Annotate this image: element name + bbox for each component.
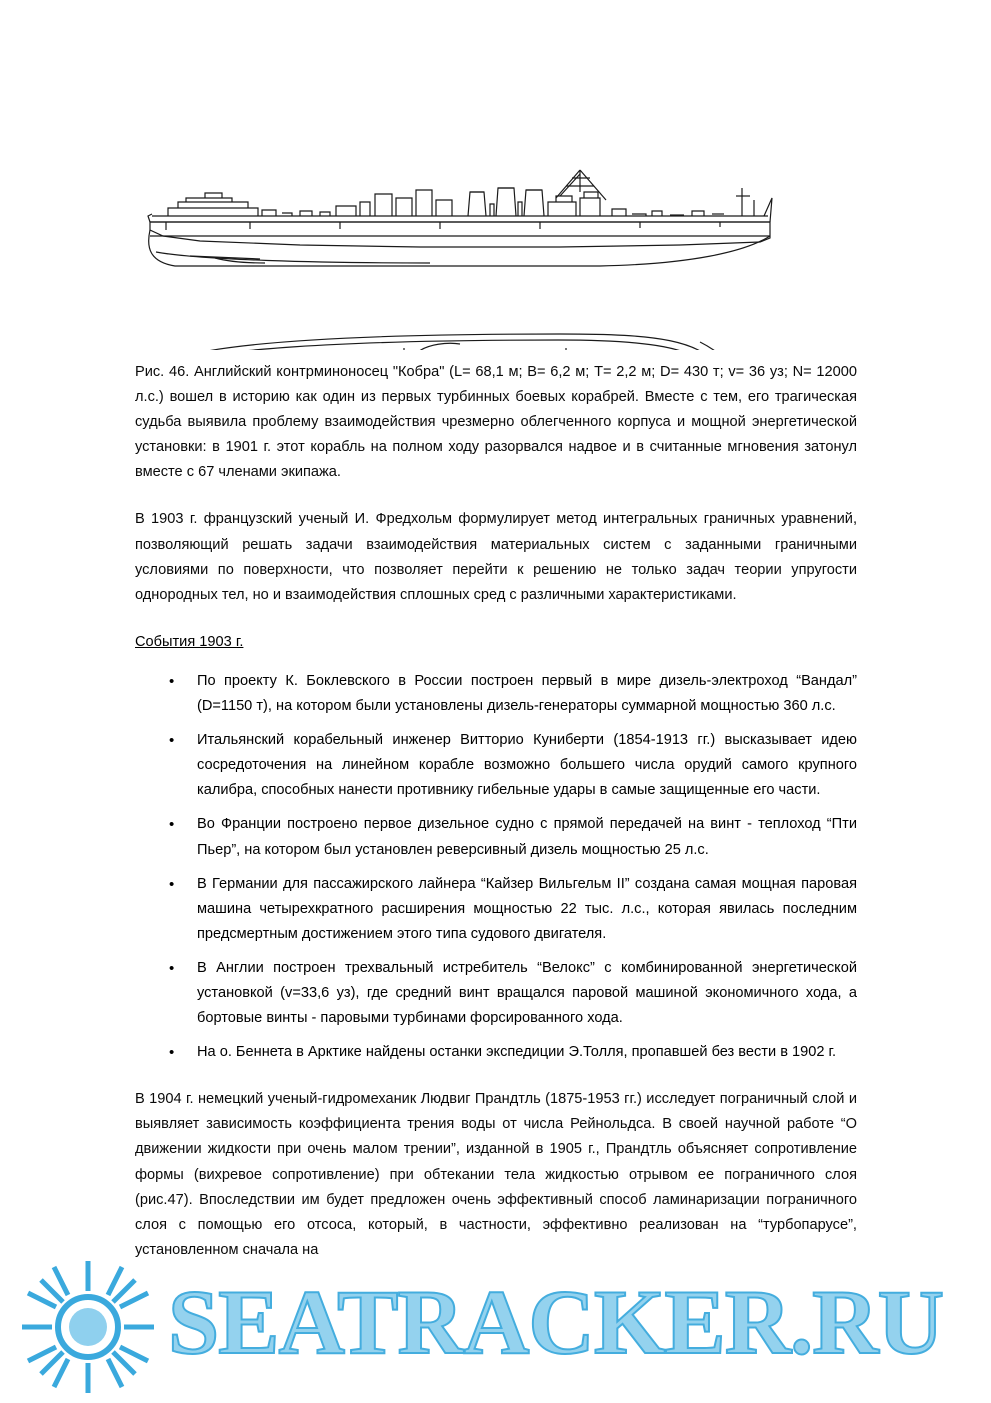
- watermark-text: SEATRACKER.RU: [168, 1271, 944, 1373]
- paragraph-1904: В 1904 г. немецкий ученый-гидромеханик Людвиг Прандтль (1875-1953 гг.) исследует пограничный слой и выявляет зависимость коэффициента трения воды от числа Рейнольдса. В своей научной работе “О движении жидкости при очень малом трении”, изданной в 1905 г., Прандтль объясняет сопротивление формы (вихревое сопротивление) при обтекании тела жидкостью отрывом ее пограничного слоя (рис.47). Впоследствии им будет предложен очень эффективный способ ламинаризации пограничного слоя с помощью его отсоса, который, в частности, эффективно реализован на “турбопарусе”, установленном сначала на: [135, 1091, 857, 1258]
- paragraph-1903: В 1903 г. французский ученый И. Фредхольм формулирует метод интегральных граничных уравнений, позволяющий решать задачи взаимодействия материальных систем с заданными граничными условиями по поверхности, что позволяет перейти к решению не только задач теории упругости однородных тел, но и взаимодействия сплошных сред с различными характеристиками.: [135, 511, 857, 603]
- figure-ship-drawings: [0, 70, 991, 350]
- figure-caption: Рис. 46. Английский контрминоносец "Кобра" (L= 68,1 м; В= 6,2 м; Т= 2,2 м; D= 430 т; v= 36 уз; N= 12000 л.с.) вошел в историю как один из первых турбинных боевых корабрей. Вместе с тем, его трагическая судьба выявила проблему взаимодействия чрезмерно облегченного корпуса и мощной энергетической установки: в 1901 г. этот корабль на полном ходу разорвался надвое и в считанные мгновения затонул вместе с 67 членами экипажа.: [135, 364, 857, 481]
- list-item: • На о. Беннета в Арктике найдены останки экспедиции Э.Толля, пропавшей без вести в 1902 г.: [197, 1040, 857, 1065]
- list-item: • Итальянский корабельный инженер Витторио Куниберти (1854-1913 гг.) высказывает идею сосредоточения на линейном корабле возможно большего числа орудий самого крупного калибра, способных нанести противнику гибельные удары в самые защищенные его части.: [197, 728, 857, 803]
- events-heading: События 1903 г.: [135, 633, 244, 650]
- document-body: [135, 360, 857, 1285]
- events-list-1903: [135, 669, 857, 1065]
- list-item: • Во Франции построено первое дизельное судно с прямой передачей на винт - теплоход “Пти Пьер”, на котором был установлен реверсивный дизель мощностью 25 л.с.: [197, 812, 857, 862]
- list-item: • В Германии для пассажирского лайнера “Кайзер Вильгельм II” создана самая мощная паровая машина четырехкратного расширения мощностью 22 тыс. л.с., которая явилась последним предсмертным достижением этого типа судового двигателя.: [197, 872, 857, 947]
- list-item: • В Англии построен трехвальный истребитель “Велокс” с комбинированной энергетической установкой (v=33,6 уз), где средний винт вращался паровой машиной экономичного хода, а бортовые винты - паровыми турбинами форсированного хода.: [197, 956, 857, 1031]
- ship-drawing-svg: [0, 70, 991, 350]
- list-item: • По проекту К. Боклевского в России построен первый в мире дизель-электроход “Вандал” (D=1150 т), на котором были установлены дизель-генераторы суммарной мощностью 360 л.с.: [197, 669, 857, 719]
